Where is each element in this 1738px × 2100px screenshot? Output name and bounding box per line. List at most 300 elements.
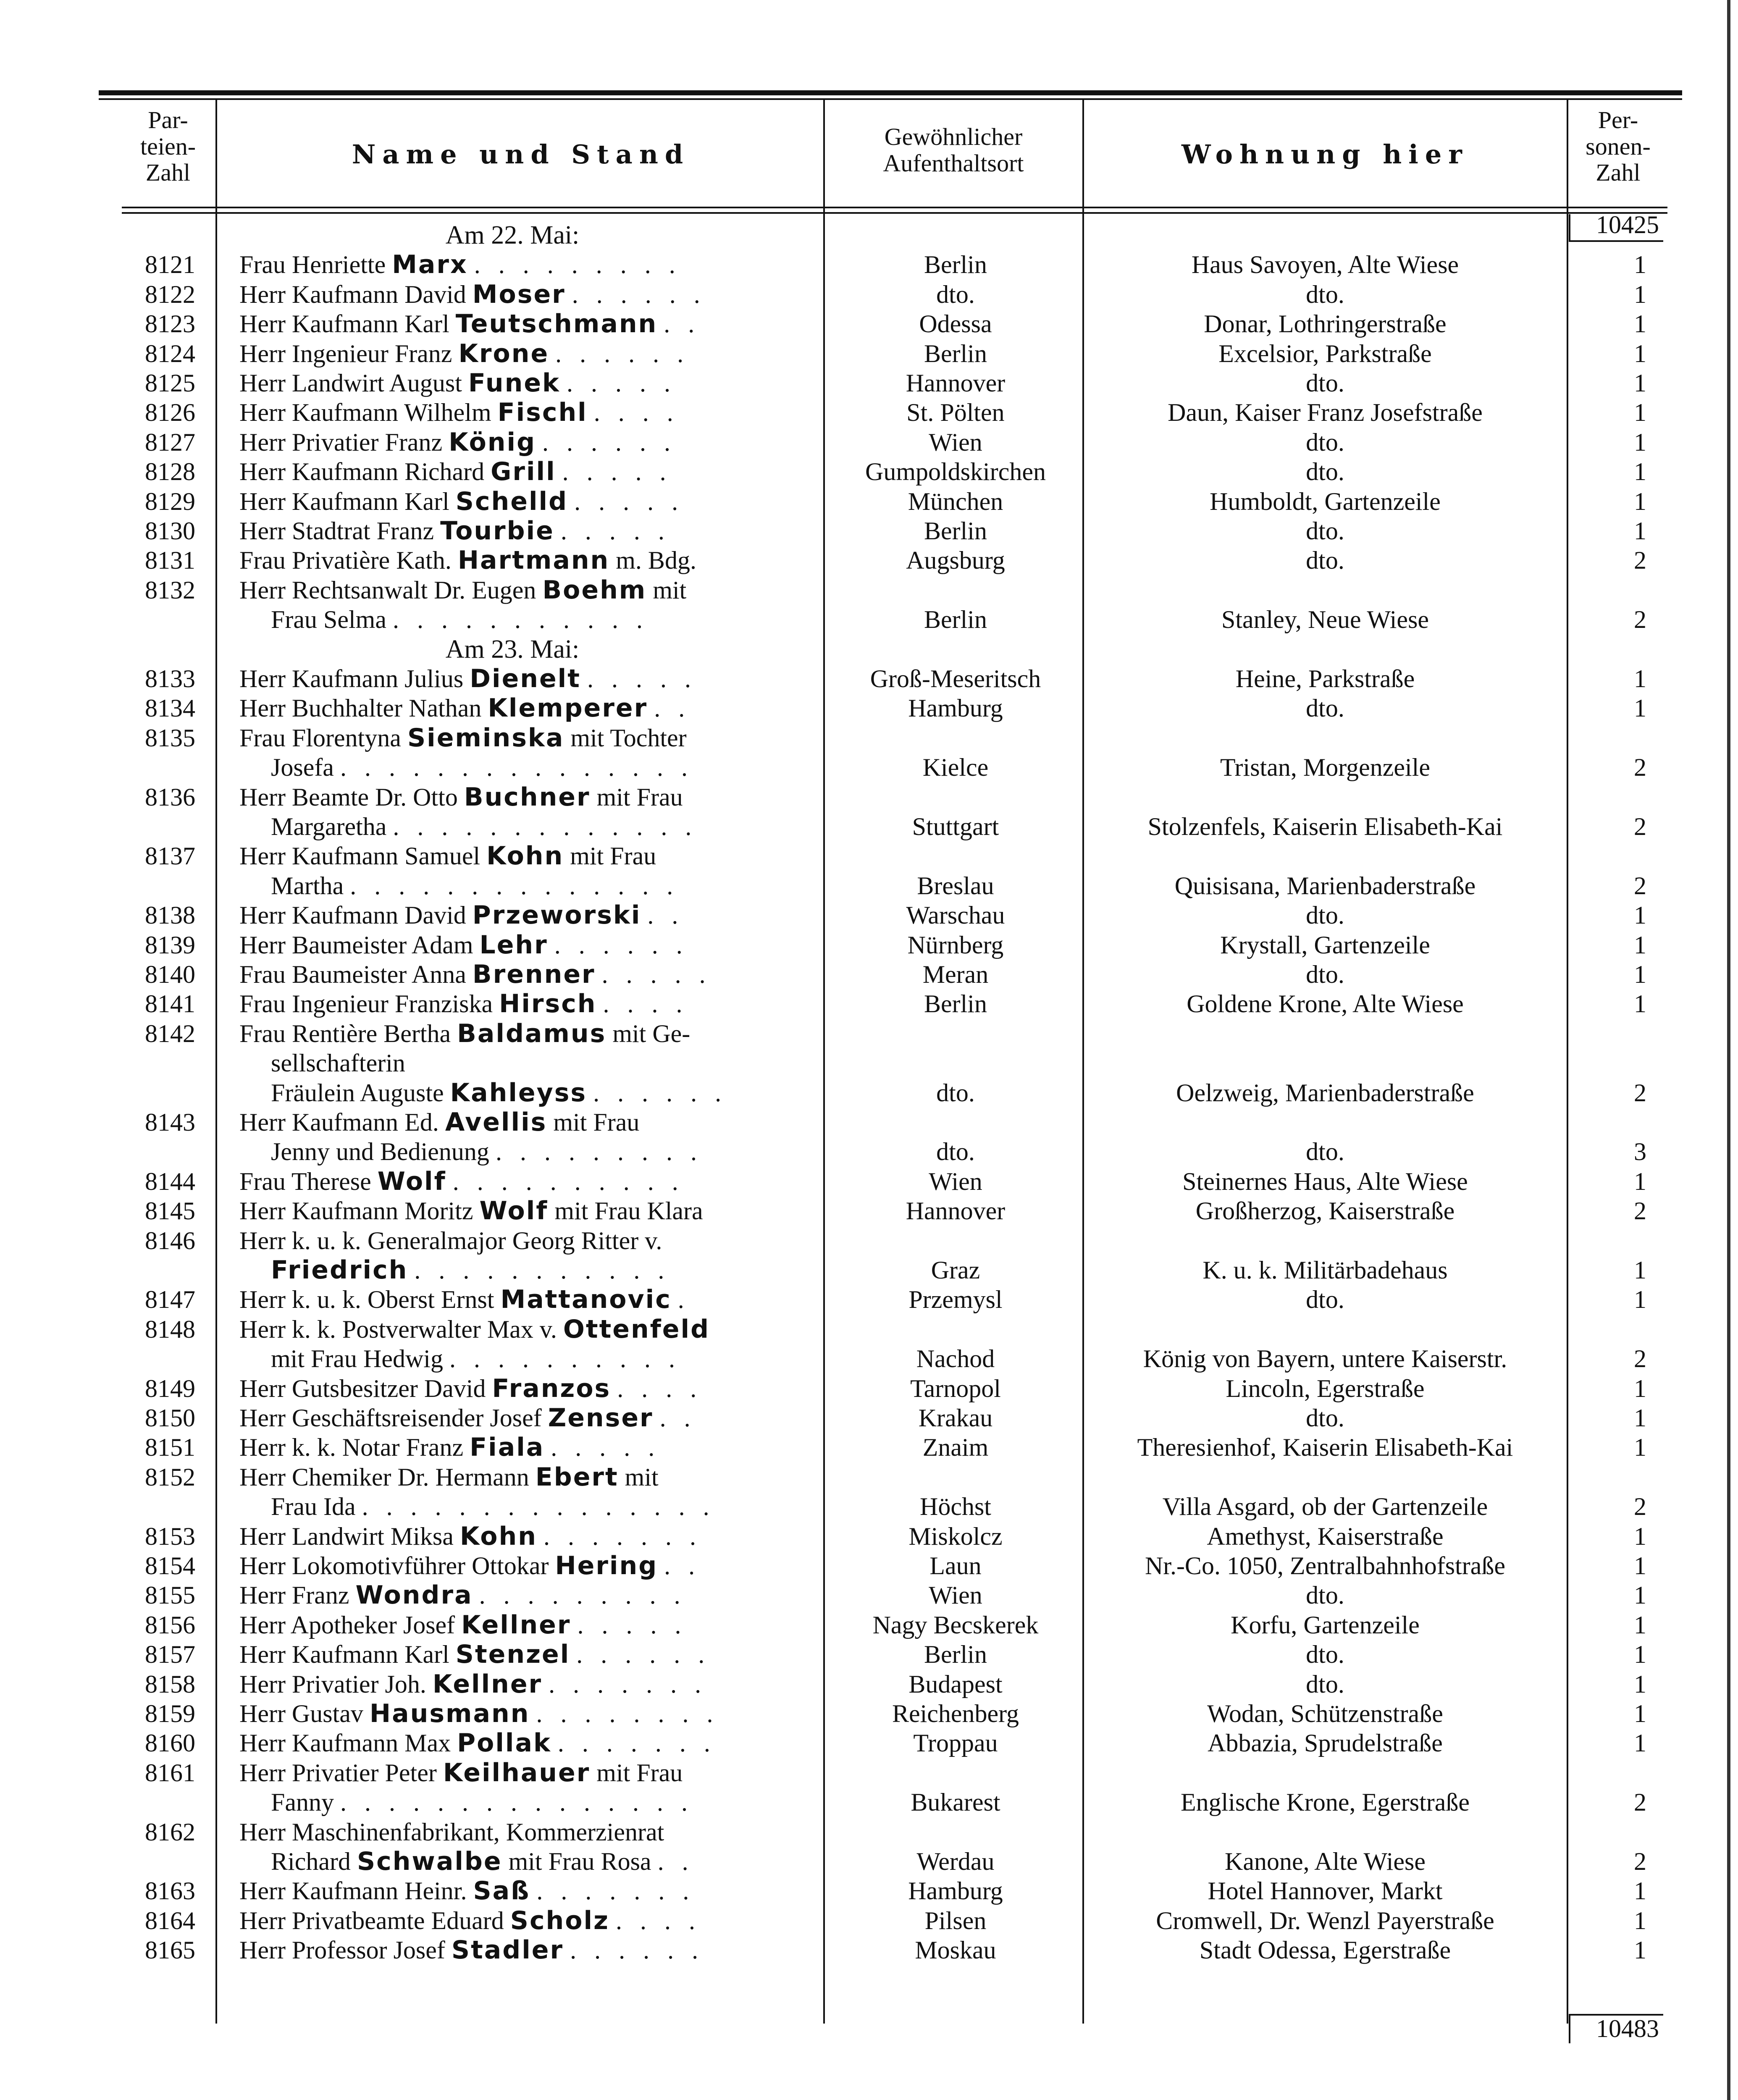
person-count: 1 xyxy=(1634,1581,1646,1609)
table-row xyxy=(0,1492,1738,1521)
table-row xyxy=(0,1935,1738,1965)
party-number: 8133 xyxy=(145,665,195,693)
surname: Franzos xyxy=(492,1373,611,1403)
usual-residence: Warschau xyxy=(906,901,1005,929)
table-row xyxy=(0,1226,1738,1255)
local-address: dto. xyxy=(1306,1641,1344,1669)
usual-residence: Breslau xyxy=(917,872,994,900)
party-number: 8149 xyxy=(145,1374,195,1402)
table-row xyxy=(0,960,1738,989)
surname: Wondra xyxy=(355,1580,473,1610)
local-address: Excelsior, Parkstraße xyxy=(1218,339,1432,368)
table-row xyxy=(0,900,1738,930)
table-row xyxy=(0,605,1738,634)
party-number: 8153 xyxy=(145,1522,195,1550)
name-and-status xyxy=(239,309,815,339)
usual-residence: Laun xyxy=(929,1552,982,1580)
table-row xyxy=(0,1610,1738,1640)
table-row xyxy=(0,309,1738,339)
surname: Hartmann xyxy=(457,546,610,575)
name-prefix: Frau Henriette xyxy=(239,251,386,279)
header-name-and-status: Name und Stand xyxy=(352,139,690,170)
name-prefix: Herr Kaufmann Karl xyxy=(239,310,449,338)
name-suffix: mit xyxy=(653,576,687,604)
leader-dots: . . xyxy=(664,310,701,338)
usual-residence: Znaim xyxy=(922,1433,989,1462)
name-prefix: Frau Rentière Bertha xyxy=(239,1019,451,1047)
name-prefix: Herr Kaufmann Richard xyxy=(239,458,485,486)
name-and-status xyxy=(239,782,815,812)
leader-dots: . . . . . xyxy=(577,1611,687,1639)
usual-residence: Werdau xyxy=(916,1848,995,1875)
name-prefix: Herr Kaufmann Karl xyxy=(239,487,449,515)
name-and-status xyxy=(239,1522,815,1551)
person-count: 1 xyxy=(1634,990,1646,1018)
surname: Marx xyxy=(392,250,468,280)
name-prefix: Herr Rechtsanwalt Dr. Eugen xyxy=(239,576,536,604)
name-prefix: Herr Landwirt Miksa xyxy=(239,1522,454,1550)
local-address: Stolzenfels, Kaiserin Elisabeth-Kai xyxy=(1147,813,1503,840)
local-address: dto. xyxy=(1306,1404,1344,1432)
name-prefix: Herr Lokomotivführer Ottokar xyxy=(239,1552,549,1580)
name-and-status xyxy=(239,1462,815,1492)
surname: Funek xyxy=(468,368,560,398)
name-and-status xyxy=(239,1492,846,1521)
table-row xyxy=(0,546,1738,575)
name-and-status xyxy=(239,900,815,930)
surname: Krone xyxy=(458,339,549,368)
surname: Mattanovic xyxy=(500,1285,672,1315)
leader-dots: . . . . . . . xyxy=(557,1729,716,1757)
surname: Avellis xyxy=(445,1108,547,1137)
person-count: 1 xyxy=(1634,1404,1646,1432)
name-and-status xyxy=(239,516,815,546)
surname: Moser xyxy=(472,279,566,309)
surname: Boehm xyxy=(542,575,647,605)
table-row xyxy=(0,487,1738,516)
person-count: 2 xyxy=(1634,1197,1646,1225)
leader-dots: . . . . . . xyxy=(542,428,677,456)
table-row xyxy=(0,1137,1738,1166)
name-prefix: Herr Kaufmann Samuel xyxy=(239,842,480,870)
usual-residence: Reichenberg xyxy=(892,1700,1019,1727)
table-row xyxy=(0,1640,1738,1669)
table-row xyxy=(0,457,1738,486)
person-count: 1 xyxy=(1634,1167,1646,1195)
person-count: 1 xyxy=(1634,251,1646,279)
name-and-status xyxy=(239,723,815,753)
person-count: 1 xyxy=(1634,961,1646,988)
name-prefix: sellschafterin xyxy=(271,1049,405,1077)
carry-out-box-left xyxy=(1569,2014,1570,2043)
usual-residence: Groß-Meseritsch xyxy=(870,665,1041,693)
name-and-status xyxy=(239,1433,815,1462)
name-prefix: Herr Stadtrat Franz xyxy=(239,517,434,545)
name-and-status xyxy=(239,1817,815,1847)
person-count: 1 xyxy=(1634,1906,1646,1935)
party-number: 8146 xyxy=(145,1226,195,1255)
local-address: Oelzweig, Marienbaderstraße xyxy=(1176,1079,1474,1107)
surname: Ottenfeld xyxy=(563,1314,710,1344)
name-and-status xyxy=(239,1137,846,1166)
party-number: 8158 xyxy=(145,1670,195,1698)
usual-residence: Wien xyxy=(929,1581,982,1609)
name-prefix: Margaretha xyxy=(271,813,387,840)
party-number: 8138 xyxy=(145,901,195,929)
party-number: 8161 xyxy=(145,1759,195,1787)
table-row xyxy=(0,782,1738,812)
surname: Kellner xyxy=(432,1669,543,1699)
usual-residence: Nachod xyxy=(916,1345,995,1373)
party-number: 8123 xyxy=(145,310,195,338)
name-and-status xyxy=(239,1255,846,1285)
leader-dots: . . . . . . . . . xyxy=(474,251,681,279)
name-prefix: Frau Therese xyxy=(239,1167,371,1195)
name-suffix: mit Ge- xyxy=(612,1019,690,1047)
party-number: 8140 xyxy=(145,961,195,988)
name-and-status xyxy=(239,1048,846,1078)
person-count: 2 xyxy=(1634,1345,1646,1373)
surname: Fischl xyxy=(497,398,588,428)
usual-residence: Berlin xyxy=(924,1641,987,1669)
name-prefix: Herr Kaufmann David xyxy=(239,901,466,929)
surname: Brenner xyxy=(472,960,596,989)
party-number: 8124 xyxy=(145,339,195,368)
table-row xyxy=(0,723,1738,753)
usual-residence: Przemysl xyxy=(908,1286,1003,1314)
usual-residence: dto. xyxy=(936,1079,975,1107)
table-row xyxy=(0,368,1738,398)
name-and-status xyxy=(239,487,815,516)
name-and-status xyxy=(239,546,815,575)
name-prefix: Herr Privatier Franz xyxy=(239,428,443,456)
table-row xyxy=(0,1551,1738,1580)
name-and-status xyxy=(239,1788,846,1817)
header-usual-residence: Gewöhnlicher Aufenthaltsort xyxy=(883,123,1024,177)
table-row xyxy=(0,339,1738,368)
table-row xyxy=(0,1906,1738,1935)
leader-dots: . . . . xyxy=(603,990,688,1018)
usual-residence: Pilsen xyxy=(924,1906,987,1935)
leader-dots: . . . . . xyxy=(560,517,670,545)
name-and-status xyxy=(239,1906,815,1935)
leader-dots: . . xyxy=(657,1848,694,1875)
surname: Saß xyxy=(473,1876,530,1906)
name-prefix: Herr Kaufmann Karl xyxy=(239,1641,449,1669)
name-and-status xyxy=(239,1640,815,1669)
table-row xyxy=(0,1847,1738,1876)
name-prefix: Herr Buchhalter Nathan xyxy=(239,694,482,722)
name-and-status xyxy=(239,1285,815,1314)
usual-residence: Kielce xyxy=(922,753,989,782)
party-number: 8155 xyxy=(145,1581,195,1609)
usual-residence: Nürnberg xyxy=(907,931,1004,959)
name-and-status xyxy=(239,871,846,900)
name-and-status xyxy=(239,1167,815,1196)
usual-residence: Moskau xyxy=(915,1936,996,1964)
table-row xyxy=(0,841,1738,871)
table-row xyxy=(0,1048,1738,1078)
person-count: 1 xyxy=(1634,665,1646,693)
table-row xyxy=(0,1433,1738,1462)
table-row xyxy=(0,1255,1738,1285)
party-number: 8159 xyxy=(145,1700,195,1727)
name-prefix: Herr Kaufmann Wilhelm xyxy=(239,399,491,427)
surname: Lehr xyxy=(479,930,548,960)
person-count: 1 xyxy=(1634,1611,1646,1639)
name-prefix: Martha xyxy=(271,872,344,900)
local-address: Villa Asgard, ob der Gartenzeile xyxy=(1162,1493,1488,1521)
table-row xyxy=(0,1344,1738,1373)
party-number: 8127 xyxy=(145,428,195,456)
usual-residence: Berlin xyxy=(924,251,987,279)
leader-dots: . . . . . . . . . . . . . xyxy=(393,813,698,840)
name-and-status xyxy=(239,930,815,960)
person-count: 1 xyxy=(1634,1433,1646,1462)
local-address: Goldene Krone, Alte Wiese xyxy=(1187,990,1464,1018)
leader-dots: . . . . . . . xyxy=(543,1522,702,1550)
usual-residence: Hannover xyxy=(906,1197,1006,1225)
name-and-status xyxy=(239,812,846,841)
usual-residence: München xyxy=(908,487,1003,515)
local-address: dto. xyxy=(1306,1670,1344,1698)
table-row xyxy=(0,1019,1738,1048)
party-number: 8151 xyxy=(145,1433,195,1462)
surname: Kohn xyxy=(486,841,564,871)
usual-residence: Berlin xyxy=(924,517,987,545)
leader-dots: . . . . . . . . . . xyxy=(452,1167,684,1195)
name-and-status xyxy=(239,1610,815,1640)
name-and-status xyxy=(239,457,815,486)
person-count: 2 xyxy=(1634,1079,1646,1107)
name-and-status xyxy=(239,1847,846,1876)
local-address: dto. xyxy=(1306,901,1344,929)
surname: Kellner xyxy=(461,1610,571,1640)
local-address: Abbazia, Sprudelstraße xyxy=(1208,1729,1443,1757)
party-number: 8131 xyxy=(145,546,195,575)
name-and-status xyxy=(239,1374,815,1403)
local-address: Korfu, Gartenzeile xyxy=(1231,1611,1420,1639)
person-count: 2 xyxy=(1634,1848,1646,1875)
party-number: 8160 xyxy=(145,1729,195,1757)
leader-dots: . . . . . xyxy=(587,665,697,693)
name-prefix: Herr Ingenieur Franz xyxy=(239,339,452,368)
surname: Wolf xyxy=(479,1196,549,1226)
local-address: Englische Krone, Egerstraße xyxy=(1180,1788,1470,1816)
table-row xyxy=(0,1817,1738,1847)
local-address: dto. xyxy=(1306,369,1344,397)
party-number: 8162 xyxy=(145,1818,195,1846)
party-number: 8142 xyxy=(145,1019,195,1047)
name-suffix: mit Frau xyxy=(596,1759,683,1787)
surname: Wolf xyxy=(377,1166,446,1196)
name-prefix: Herr Privatier Peter xyxy=(239,1759,437,1787)
party-number: 8128 xyxy=(145,458,195,486)
top-rule-thick xyxy=(99,90,1682,95)
person-count: 1 xyxy=(1634,517,1646,545)
name-prefix: Herr Privatbeamte Eduard xyxy=(239,1906,504,1935)
surname: Schelld xyxy=(455,486,568,516)
table-row xyxy=(0,1108,1738,1137)
surname: Sieminska xyxy=(407,723,564,753)
surname: Fiala xyxy=(470,1433,545,1462)
name-prefix: Herr Kaufmann David xyxy=(239,280,466,308)
surname: Stenzel xyxy=(455,1640,570,1670)
table-row xyxy=(0,1078,1738,1108)
name-prefix: Herr Gutsbesitzer David xyxy=(239,1374,486,1402)
table-row xyxy=(0,428,1738,457)
name-prefix: Fräulein Auguste xyxy=(271,1079,444,1107)
table-row xyxy=(0,516,1738,546)
usual-residence: Nagy Becskerek xyxy=(872,1611,1039,1639)
usual-residence: St. Pölten xyxy=(906,399,1005,427)
usual-residence: Gumpoldskirchen xyxy=(865,458,1046,486)
leader-dots: . . . . . . . . . . . . . . . xyxy=(340,1788,693,1816)
name-and-status xyxy=(239,1196,815,1226)
surname: Klemperer xyxy=(488,693,648,723)
usual-residence: Meran xyxy=(922,961,989,988)
party-number: 8129 xyxy=(145,487,195,515)
leader-dots: . . xyxy=(647,901,684,929)
name-prefix: Herr k. k. Notar Franz xyxy=(239,1433,464,1462)
party-number: 8130 xyxy=(145,517,195,545)
person-count: 1 xyxy=(1634,399,1646,427)
person-count: 1 xyxy=(1634,1877,1646,1905)
name-prefix: Herr k. u. k. Generalmajor Georg Ritter v. xyxy=(239,1226,662,1255)
table-row xyxy=(0,1758,1738,1788)
table-row xyxy=(0,1876,1738,1906)
local-address: dto. xyxy=(1306,517,1344,545)
table-row xyxy=(0,753,1738,782)
usual-residence: Budapest xyxy=(908,1670,1003,1698)
person-count: 1 xyxy=(1634,458,1646,486)
person-count: 2 xyxy=(1634,753,1646,782)
name-prefix: Herr Kaufmann Max xyxy=(239,1729,451,1757)
name-prefix: Herr Kaufmann Julius xyxy=(239,665,464,693)
name-prefix: Herr Professor Josef xyxy=(239,1936,445,1964)
leader-dots: . . . . . . . xyxy=(549,1670,707,1698)
person-count: 1 xyxy=(1634,931,1646,959)
surname: Przeworski xyxy=(472,900,641,930)
name-and-status xyxy=(239,1551,815,1580)
leader-dots: . . . . . . . . xyxy=(536,1700,719,1727)
leader-dots: . . . . . xyxy=(551,1433,661,1462)
name-prefix: Herr Landwirt August xyxy=(239,369,462,397)
leader-dots: . . . . xyxy=(617,1374,703,1402)
person-count: 1 xyxy=(1634,1670,1646,1698)
surname: Tourbie xyxy=(440,516,554,546)
date-heading-row xyxy=(0,635,1738,664)
surname: Stadler xyxy=(451,1935,564,1965)
surname: Pollak xyxy=(457,1728,551,1758)
table-row xyxy=(0,575,1738,605)
usual-residence: Wien xyxy=(929,1167,982,1195)
name-suffix: mit Frau Klara xyxy=(554,1197,703,1225)
name-prefix: Herr Baumeister Adam xyxy=(239,931,473,959)
name-and-status xyxy=(239,664,815,693)
leader-dots: . . . . . xyxy=(574,487,684,515)
local-address: Steinernes Haus, Alte Wiese xyxy=(1182,1167,1468,1195)
person-count: 1 xyxy=(1634,369,1646,397)
local-address: Heine, Parkstraße xyxy=(1235,665,1415,693)
party-number: 8125 xyxy=(145,369,195,397)
usual-residence: Tarnopol xyxy=(910,1374,1001,1402)
table-row xyxy=(0,693,1738,723)
name-prefix: Frau Privatière Kath. xyxy=(239,546,452,575)
leader-dots: . . . . . . . xyxy=(536,1877,695,1905)
table-row xyxy=(0,930,1738,960)
date-heading: Am 22. Mai: xyxy=(445,221,580,249)
name-and-status xyxy=(239,841,815,871)
name-prefix: Herr Franz xyxy=(239,1581,349,1609)
name-and-status xyxy=(239,1670,815,1699)
local-address: Lincoln, Egerstraße xyxy=(1226,1374,1425,1402)
name-and-status xyxy=(239,1699,815,1728)
local-address: Haus Savoyen, Alte Wiese xyxy=(1191,251,1459,279)
local-address: Quisisana, Marienbaderstraße xyxy=(1174,872,1476,900)
party-number: 8145 xyxy=(145,1197,195,1225)
surname: Kahleyss xyxy=(450,1078,587,1108)
person-count: 2 xyxy=(1634,872,1646,900)
local-address: Humboldt, Gartenzeile xyxy=(1210,487,1441,515)
usual-residence: Hamburg xyxy=(908,694,1003,722)
table-row xyxy=(0,1196,1738,1226)
leader-dots: . . . . . . xyxy=(593,1079,727,1107)
name-suffix: mit xyxy=(625,1463,659,1491)
leader-dots: . . . . . . xyxy=(572,280,706,308)
person-count: 1 xyxy=(1634,339,1646,368)
leader-dots: . . . . . . . . . xyxy=(479,1581,686,1609)
header-party-number: Par- teien- Zahl xyxy=(140,106,196,186)
name-and-status xyxy=(239,428,815,457)
surname: Hirsch xyxy=(499,989,597,1019)
local-address: Nr.-Co. 1050, Zentralbahnhofstraße xyxy=(1145,1552,1506,1580)
party-number: 8126 xyxy=(145,399,195,427)
carry-in-total: 10425 xyxy=(1596,211,1659,239)
local-address: Großherzog, Kaiserstraße xyxy=(1195,1197,1455,1225)
name-and-status xyxy=(239,1108,815,1137)
party-number: 8157 xyxy=(145,1641,195,1669)
party-number: 8165 xyxy=(145,1936,195,1964)
name-and-status xyxy=(239,250,815,279)
date-heading-row xyxy=(0,220,1738,250)
name-prefix: Herr Kaufmann Heinr. xyxy=(239,1877,467,1905)
person-count: 2 xyxy=(1634,606,1646,634)
person-count: 1 xyxy=(1634,487,1646,515)
party-number: 8139 xyxy=(145,931,195,959)
name-suffix: mit Tochter xyxy=(570,724,687,752)
name-and-status xyxy=(239,1226,815,1255)
name-prefix: Herr Apotheker Josef xyxy=(239,1611,455,1639)
person-count: 1 xyxy=(1634,901,1646,929)
name-prefix: Jenny und Bedienung xyxy=(271,1138,489,1166)
name-and-status xyxy=(239,339,815,368)
name-and-status xyxy=(239,693,815,723)
table-row xyxy=(0,1167,1738,1196)
name-and-status xyxy=(239,960,815,989)
name-suffix: m. Bdg. xyxy=(616,546,696,575)
usual-residence: Höchst xyxy=(920,1493,991,1521)
usual-residence: Miskolcz xyxy=(908,1522,1003,1550)
person-count: 1 xyxy=(1634,1641,1646,1669)
party-number: 8135 xyxy=(145,724,195,752)
surname: Hausmann xyxy=(369,1699,530,1728)
local-address: dto. xyxy=(1306,961,1344,988)
leader-dots: . . . . . . xyxy=(570,1936,704,1964)
name-and-status xyxy=(239,1728,815,1758)
usual-residence: dto. xyxy=(936,1138,975,1166)
name-and-status xyxy=(239,1935,815,1965)
